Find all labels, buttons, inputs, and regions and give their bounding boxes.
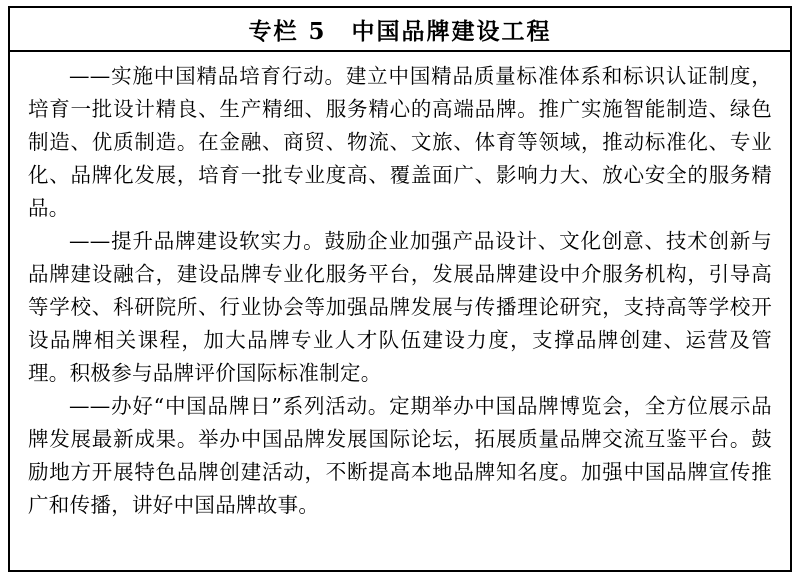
paragraph: ——实施中国精品培育行动。建立中国精品质量标准体系和标识认证制度，培育一批设计精良、生产精细、服务精心的高端品牌。推广实施智能制造、绿色制造、优质制造。在金融、商贸、物流、文旅、体育等领域，推动标准化、专业化、品牌化发展，培育一批专业度高、覆盖面广、影响力大、放心安全的服务精品。	[28, 64, 772, 220]
paragraph: ——提升品牌建设软实力。鼓励企业加强产品设计、文化创意、技术创新与品牌建设融合，建设品牌专业化服务平台，发展品牌建设中介服务机构，引导高等学校、科研院所、行业协会等加强品牌发展与传播理论研究，支持高等学校开设品牌相关课程，加大品牌专业人才队伍建设力度，支撑品牌创建、运营及管理。积极参与品牌评价国际标准制定。	[28, 229, 772, 385]
callout-title-bar	[10, 8, 790, 52]
callout-box	[8, 6, 792, 572]
callout-body	[10, 52, 790, 522]
page-title: 专栏 5 中国品牌建设工程	[248, 17, 552, 45]
paragraph: ——办好“中国品牌日”系列活动。定期举办中国品牌博览会，全方位展示品牌发展最新成果。举办中国品牌发展国际论坛，拓展质量品牌交流互鉴平台。鼓励地方开展特色品牌创建活动，不断提高本地品牌知名度。加强中国品牌宣传推广和传播，讲好中国品牌故事。	[28, 394, 772, 517]
